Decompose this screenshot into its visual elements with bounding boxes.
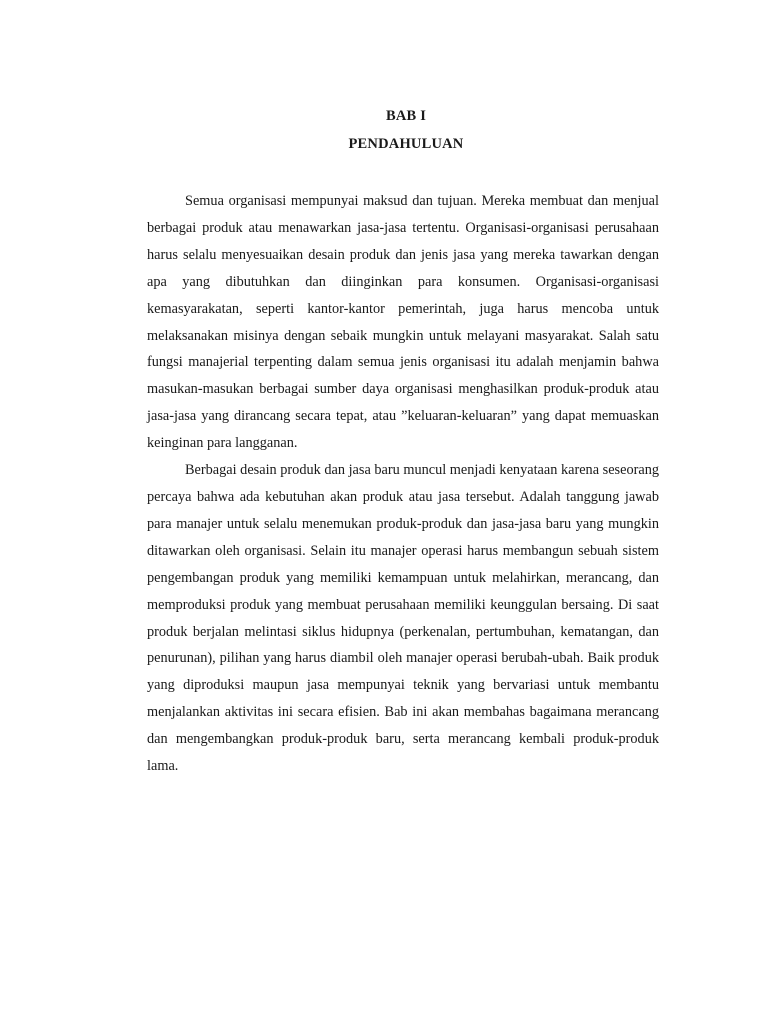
paragraph: Semua organisasi mempunyai maksud dan tujuan. Mereka membuat dan menjual berbagai produk atau menawarkan jasa-jasa tertentu. Organisasi-organisasi perusahaan harus selalu menyesuaikan desain produk dan jenis jasa yang mereka tawarkan dengan apa yang dibutuhkan dan diinginkan para konsumen. Organisasi-organisasi kemasyarakatan, seperti kantor-kantor pemerintah, juga harus mencoba untuk melaksanakan misinya dengan sebaik mungkin untuk melayani masyarakat. Salah satu fungsi manajerial terpenting dalam semua jenis organisasi itu adalah menjamin bahwa masukan-masukan berbagai sumber daya organisasi menghasilkan produk-produk atau jasa-jasa yang dirancang secara tepat, atau ”keluaran-keluaran” yang dapat memuaskan keinginan para langganan. — [147, 193, 659, 452]
paragraph: Berbagai desain produk dan jasa baru muncul menjadi kenyataan karena seseorang percaya bahwa ada kebutuhan akan produk atau jasa tersebut. Adalah tanggung jawab para manajer untuk selalu menemukan produk-produk dan jasa-jasa baru yang mungkin ditawarkan oleh organisasi. Selain itu manajer operasi harus membangun sebuah sistem pengembangan produk yang memiliki kemampuan untuk melahirkan, merancang, dan memproduksi produk yang membuat perusahaan memiliki keunggulan bersaing. Di saat produk berjalan melintasi siklus hidupnya (perkenalan, pertumbuhan, kematangan, dan penurunan), pilihan yang harus diambil oleh manajer operasi berubah-ubah. Baik produk yang diproduksi maupun jasa mempunyai teknik yang bervariasi untuk membantu menjalankan aktivitas ini secara efisien. Bab ini akan membahas bagaimana merancang dan mengembangkan produk-produk baru, serta merancang kembali produk-produk lama. — [147, 462, 659, 775]
chapter-title: PENDAHULUAN — [348, 136, 464, 152]
body-text — [147, 188, 659, 780]
chapter-number: BAB I — [385, 108, 427, 124]
